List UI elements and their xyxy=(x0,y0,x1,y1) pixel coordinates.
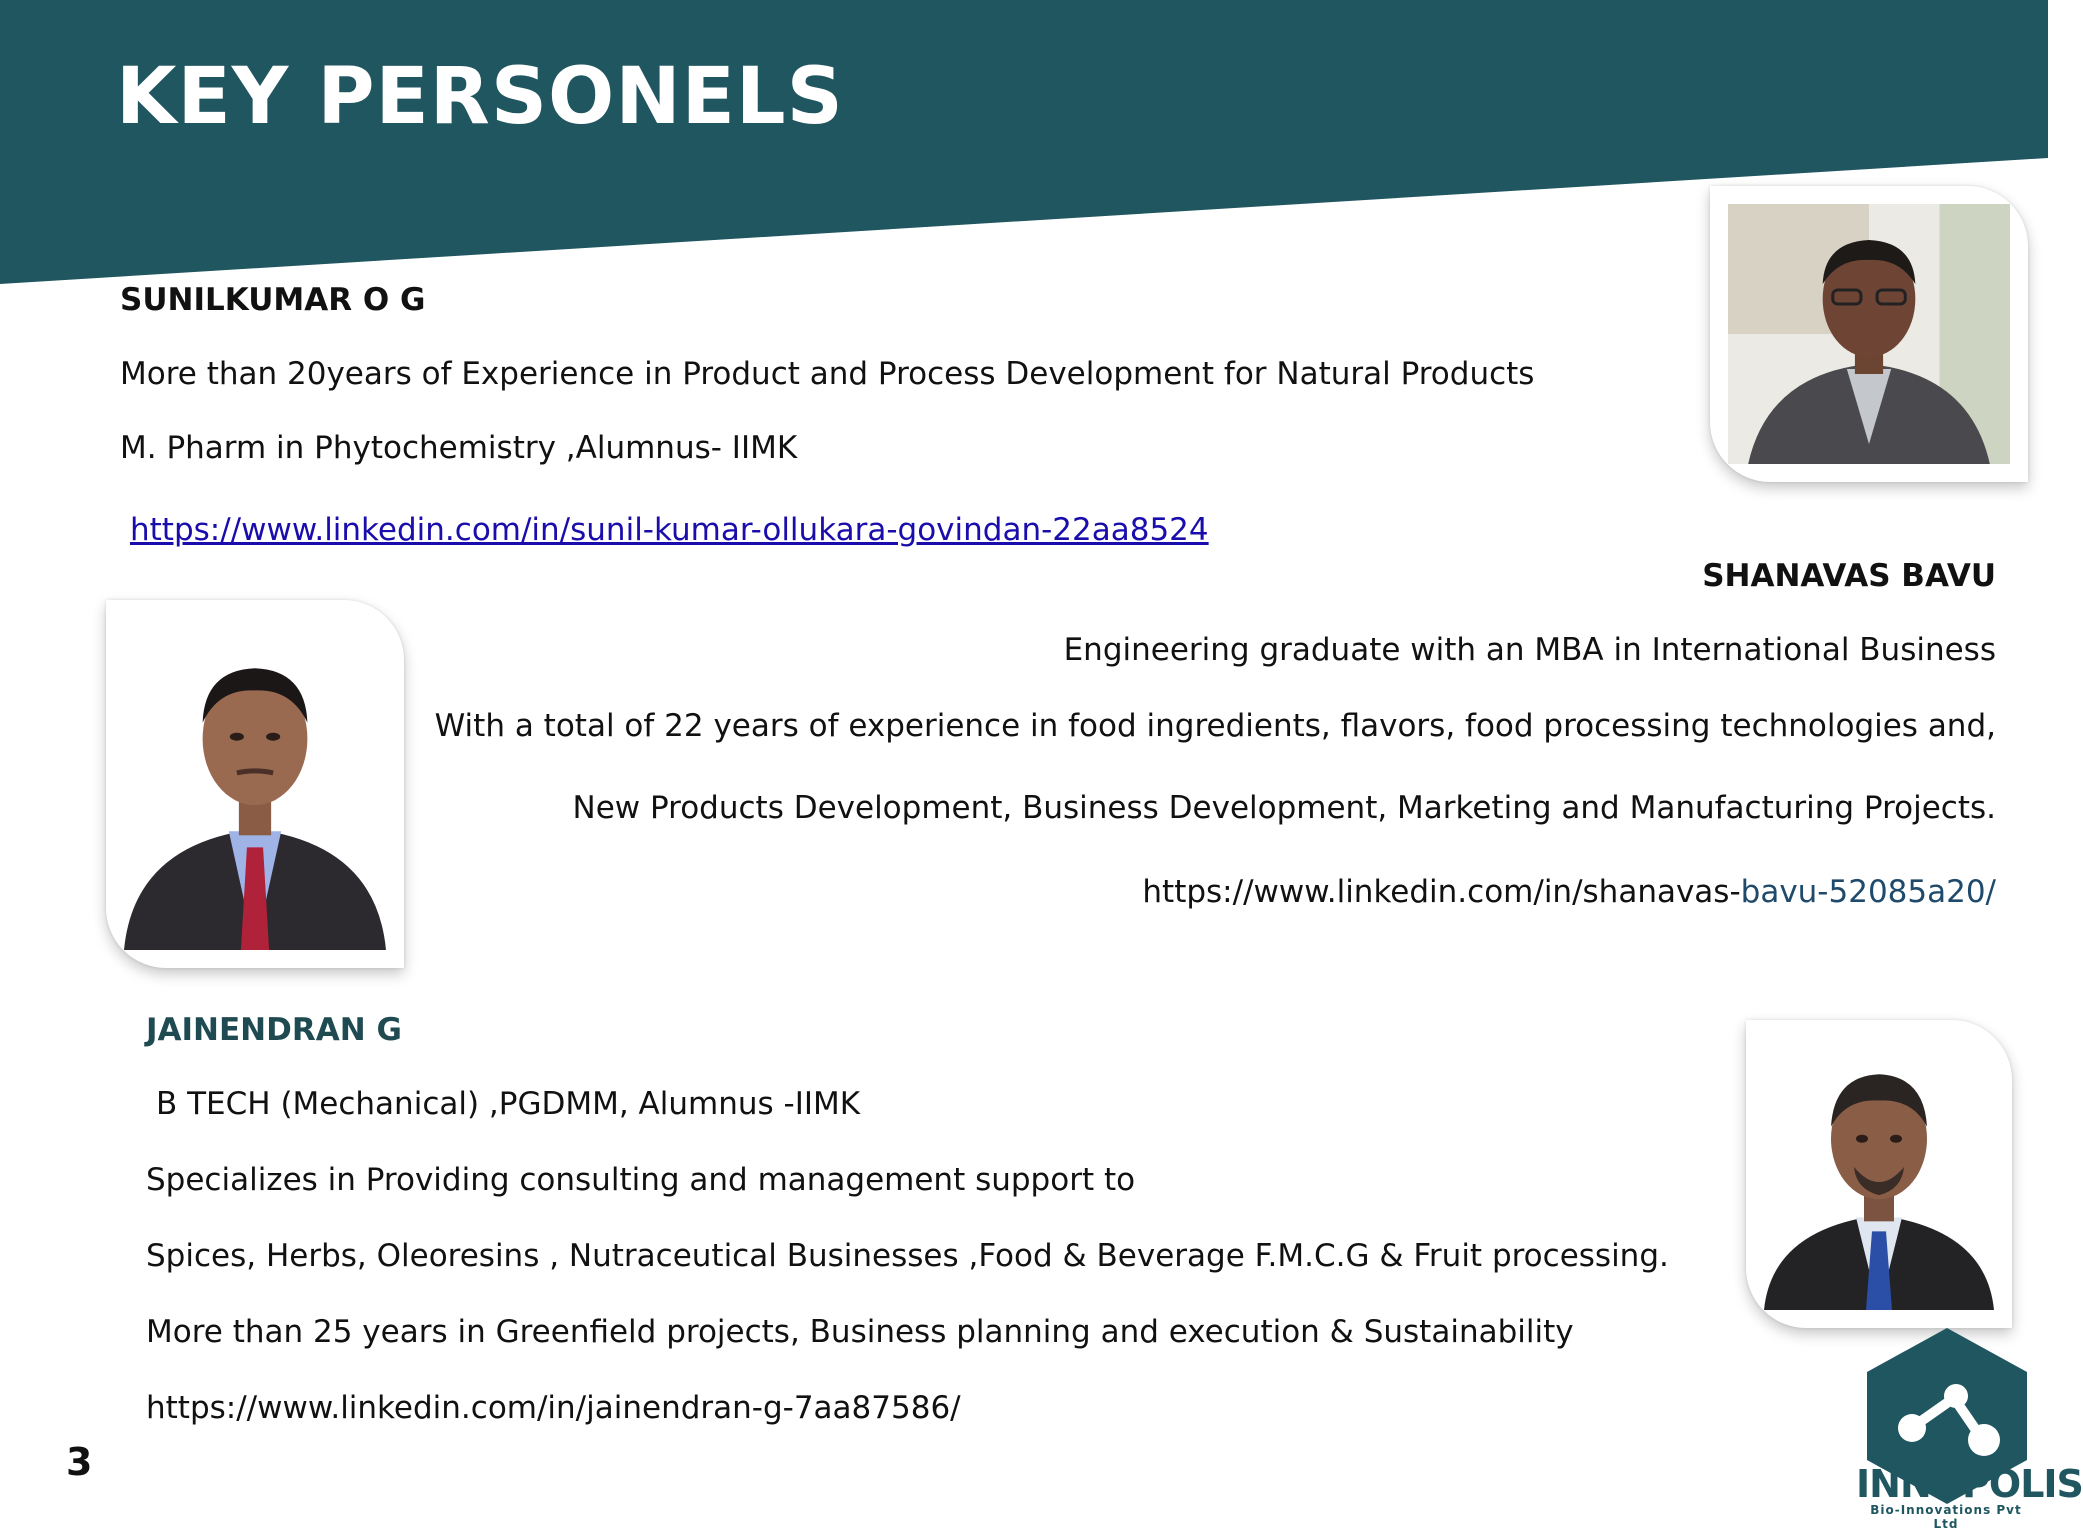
person3-sectors: Spices, Herbs, Oleoresins , Nutraceutical Businesses ,Food & Beverage F.M.C.G & Fruit processing. xyxy=(146,1238,1669,1274)
person2-linkedin-link[interactable] xyxy=(1142,874,1996,910)
person3-name: JAINENDRAN G xyxy=(146,1012,402,1048)
person2-focus-areas: New Products Development, Business Development, Marketing and Manufacturing Projects. xyxy=(572,790,1996,826)
company-logo-name: INNOPOLIS xyxy=(1856,1462,2083,1506)
person1-experience: More than 20years of Experience in Product and Process Development for Natural Products xyxy=(120,356,1535,392)
person2-education: Engineering graduate with an MBA in International Business xyxy=(1063,632,1996,668)
person2-photo-frame xyxy=(106,600,404,968)
person3-education: B TECH (Mechanical) ,PGDMM, Alumnus -IIMK xyxy=(156,1086,861,1122)
person2-link-part1: https://www.linkedin.com/in/shanavas- xyxy=(1142,874,1741,910)
person3-experience: More than 25 years in Greenfield projects, Business planning and execution & Sustainability xyxy=(146,1314,1574,1350)
person1-photo xyxy=(1728,204,2010,464)
person1-education: M. Pharm in Phytochemistry ,Alumnus- IIMK xyxy=(120,430,798,466)
person3-specialization: Specializes in Providing consulting and management support to xyxy=(146,1162,1136,1198)
slide-title: KEY PERSONELS xyxy=(116,52,844,142)
person1-photo-frame xyxy=(1710,186,2028,482)
person1-linkedin-link[interactable]: https://www.linkedin.com/in/sunil-kumar-ollukara-govindan-22aa8524 xyxy=(130,512,1209,548)
company-logo-tagline: Bio-Innovations Pvt Ltd xyxy=(1870,1503,2022,1531)
person2-photo xyxy=(124,618,386,950)
person2-link-part2: bavu-52085a20/ xyxy=(1740,874,1996,910)
person3-photo-frame xyxy=(1746,1020,2012,1328)
page-number: 3 xyxy=(66,1440,93,1484)
person3-photo xyxy=(1764,1038,1994,1310)
person2-name: SHANAVAS BAVU xyxy=(1702,558,1996,594)
person2-experience: With a total of 22 years of experience in food ingredients, flavors, food processing technologies and, xyxy=(434,708,1996,744)
person3-linkedin-link[interactable]: https://www.linkedin.com/in/jainendran-g-7aa87586/ xyxy=(146,1390,961,1426)
person1-name: SUNILKUMAR O G xyxy=(120,282,426,318)
